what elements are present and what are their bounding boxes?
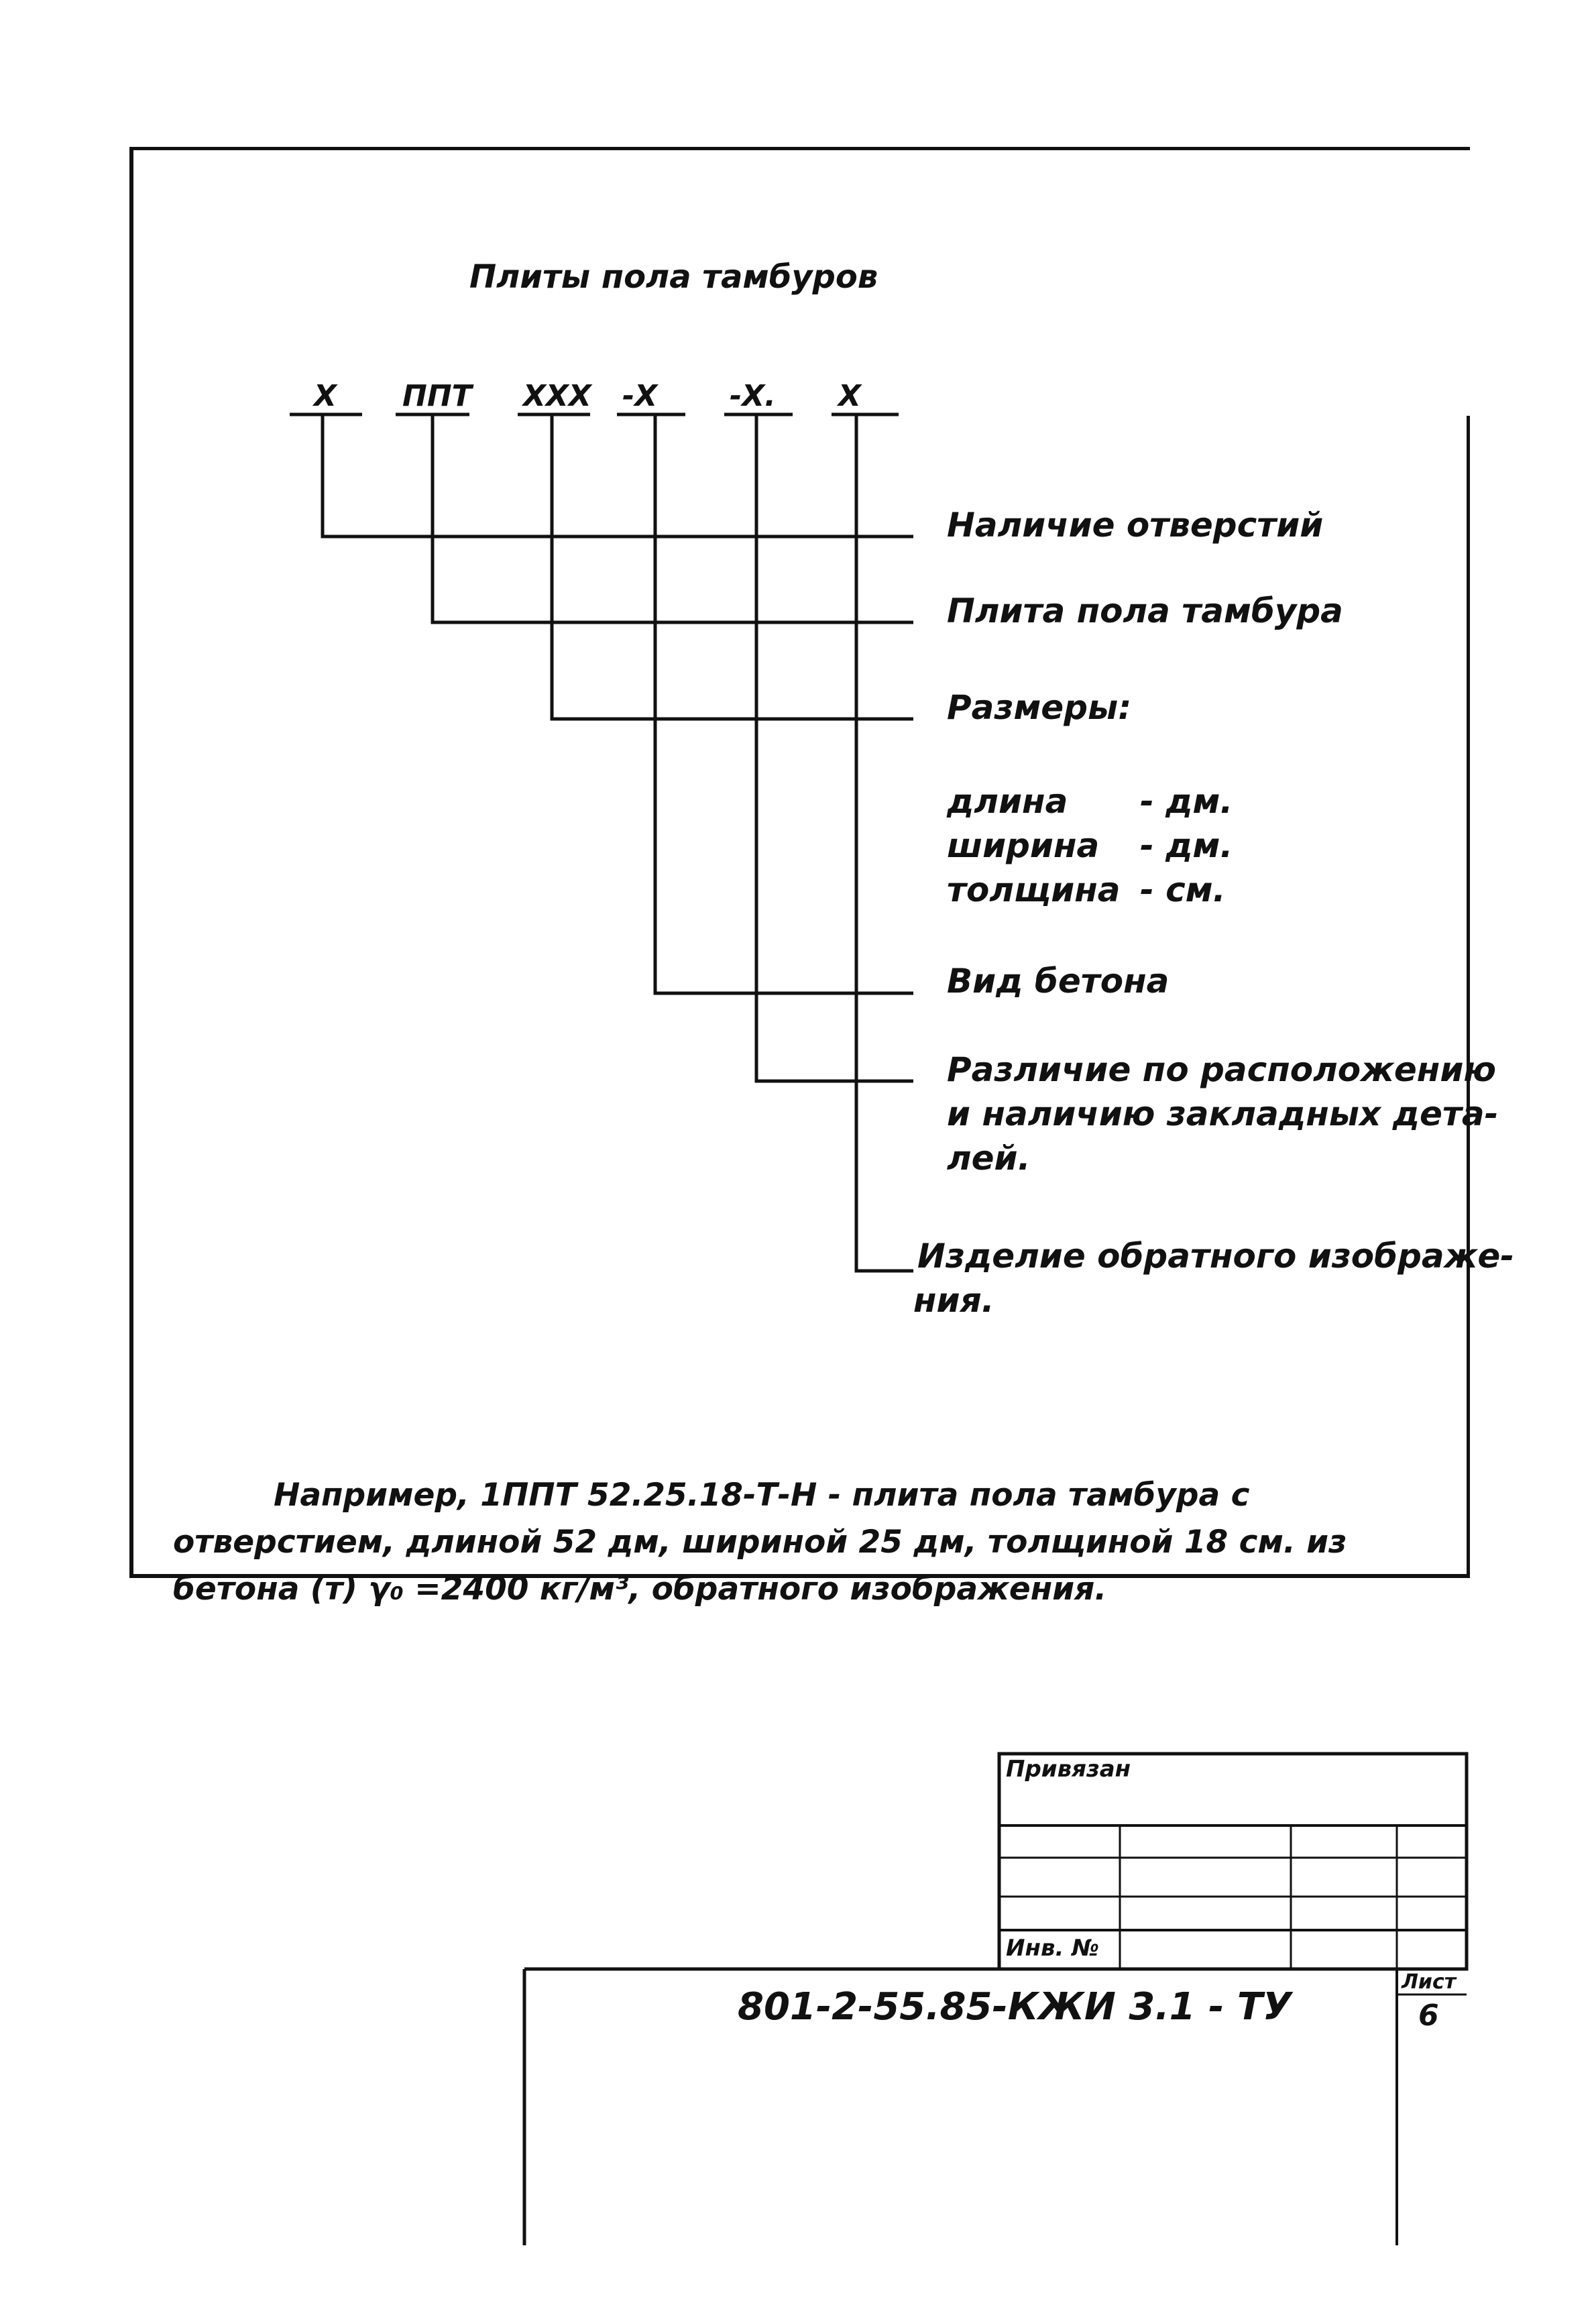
desc-width-unit: - дм. [1140,826,1233,865]
desc-embedded-line2: и наличию закладных дета- [947,1094,1499,1133]
desc-mirror-line1: Изделие обратного изображе- [917,1237,1515,1276]
inv-label: Инв. № [1006,1935,1100,1962]
code-mirror: Х [838,379,861,413]
sheet-number: 6 [1418,1999,1439,2033]
desc-mirror-line2: ния. [913,1281,994,1320]
code-type: ППТ [402,379,472,413]
document-code: 801-2-55.85-КЖИ 3.1 - ТУ [738,1985,1292,2029]
sheet-label: Лист [1402,1970,1457,1994]
desc-plate: Плита пола тамбура [947,592,1343,630]
code-concrete: -Х [622,379,658,413]
desc-embedded-line3: лей. [947,1139,1031,1178]
desc-width-name: ширина [947,826,1100,865]
example-line3: бетона (т) γ₀ =2400 кг/м³, обратного изображения. [173,1571,1107,1608]
code-embedded: -Х. [730,379,776,413]
example-line2: отверстием, длиной 52 дм, шириной 25 дм, толщиной 18 см. из [173,1524,1347,1561]
desc-embedded-line1: Различие по расположению [947,1050,1496,1089]
desc-holes: Наличие отверстий [947,506,1324,545]
desc-length-unit: - дм. [1140,782,1233,821]
code-sizes: ХХХ [523,379,591,413]
desc-thickness-name: толщина [947,870,1121,909]
example-line1: Например, 1ППТ 52.25.18-Т-Н - плита пола тамбура с [274,1477,1250,1514]
desc-concrete: Вид бетона [947,962,1170,1001]
page-title: Плиты пола тамбуров [469,258,878,296]
code-holes: Х [314,379,337,413]
desc-thickness-unit: - см. [1140,870,1226,909]
bound-label: Привязан [1006,1756,1131,1783]
desc-length-name: длина [947,782,1068,821]
desc-sizes: Размеры: [947,688,1132,727]
